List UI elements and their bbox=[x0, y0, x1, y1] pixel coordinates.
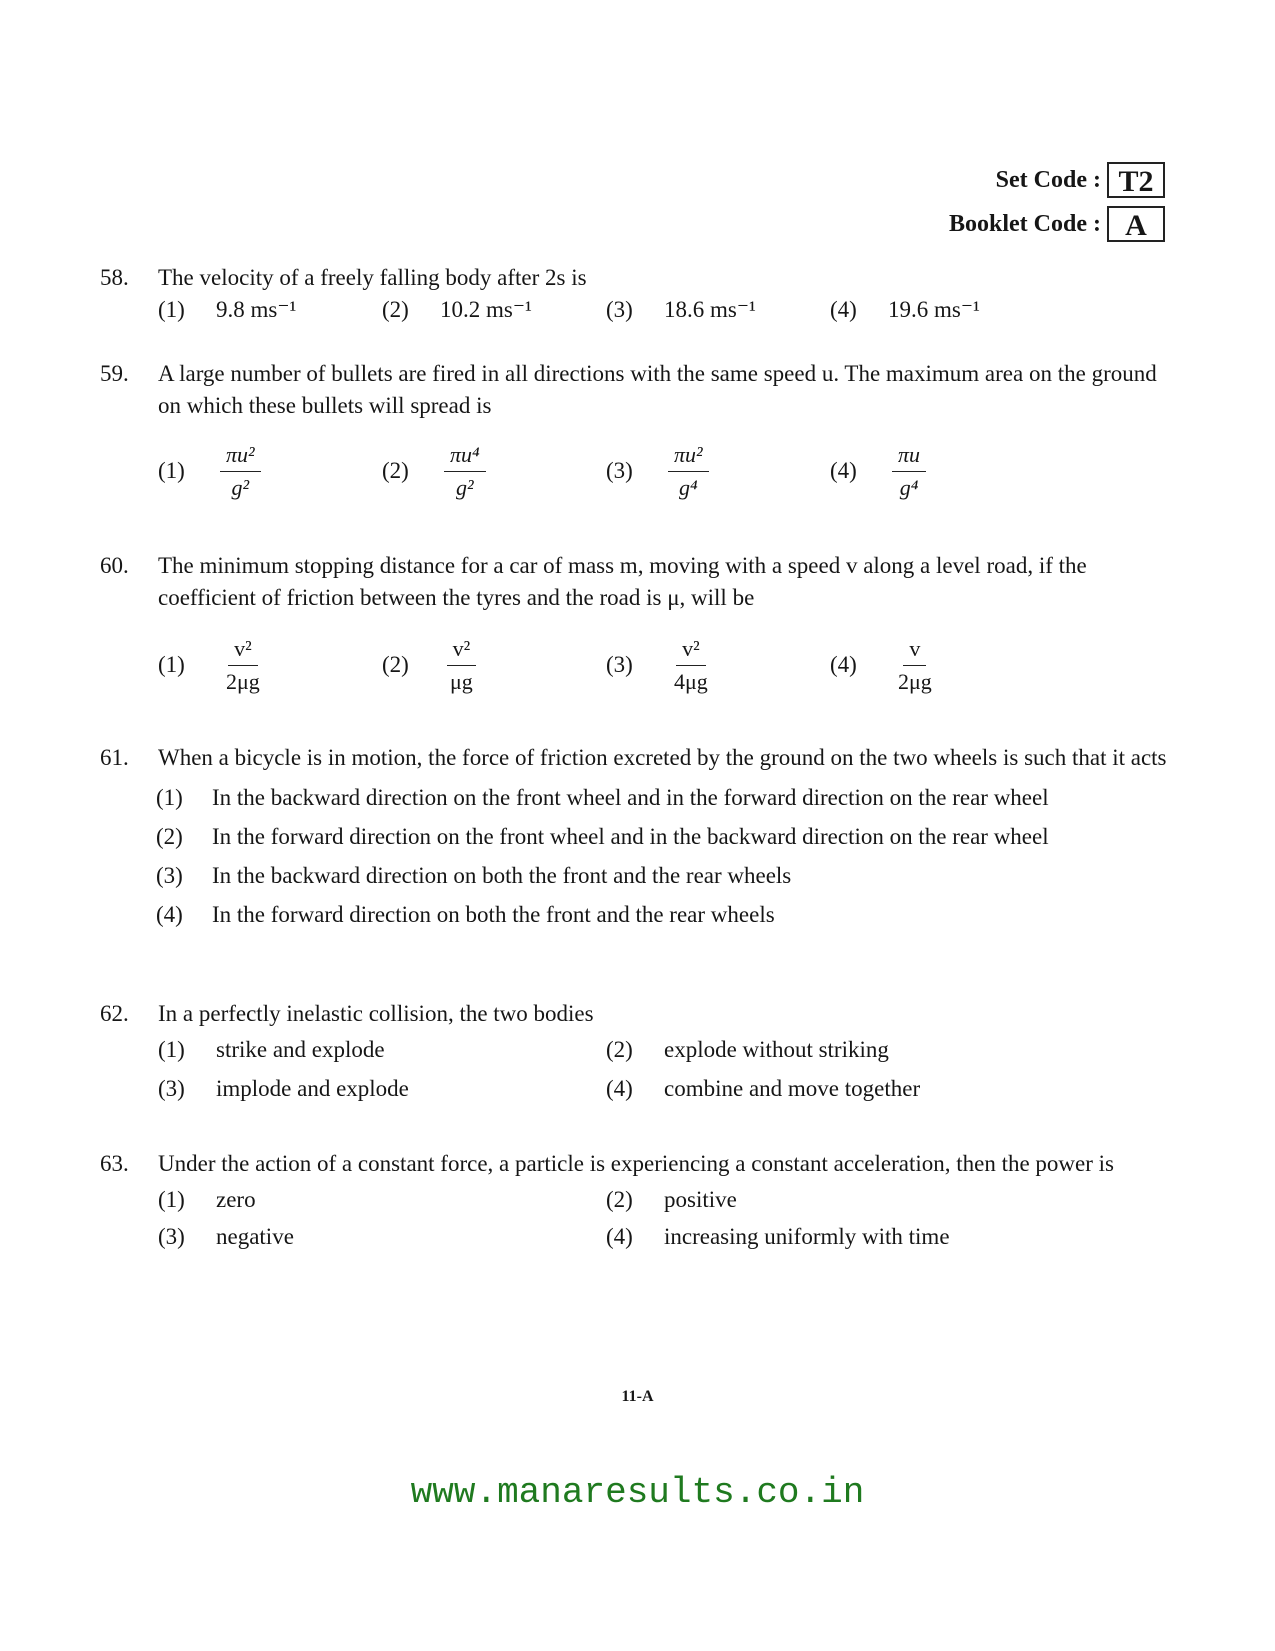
option-4 bbox=[606, 1073, 920, 1105]
option-number: (4) bbox=[830, 652, 857, 677]
option-number: (2) bbox=[382, 458, 409, 483]
fraction bbox=[892, 635, 938, 696]
option-3 bbox=[606, 294, 756, 326]
set-code-label: Set Code : bbox=[995, 166, 1101, 193]
booklet-code-box: A bbox=[1107, 206, 1165, 242]
option-text: In the forward direction on both the front and the rear wheels bbox=[212, 901, 775, 927]
fraction bbox=[220, 441, 261, 502]
option-number: (1) bbox=[156, 784, 183, 810]
denominator: 2μg bbox=[898, 668, 932, 694]
option-number: (3) bbox=[158, 1076, 185, 1101]
numerator: v² bbox=[676, 635, 706, 666]
option-number: (2) bbox=[382, 297, 409, 322]
option-text: strike and explode bbox=[216, 1037, 385, 1062]
option-2 bbox=[382, 294, 532, 326]
option-4 bbox=[830, 628, 938, 702]
option-text: 9.8 ms⁻¹ bbox=[216, 297, 297, 322]
fraction bbox=[444, 635, 479, 696]
option-number: (1) bbox=[158, 652, 185, 677]
question-number: 58. bbox=[100, 265, 129, 290]
option-number: (4) bbox=[606, 1224, 633, 1249]
denominator: μg bbox=[450, 668, 473, 694]
denominator: 2μg bbox=[226, 668, 260, 694]
option-3 bbox=[606, 434, 709, 508]
option-text: 18.6 ms⁻¹ bbox=[664, 297, 756, 322]
option-text: positive bbox=[664, 1187, 737, 1212]
options-row bbox=[158, 1184, 1170, 1221]
option-2 bbox=[382, 628, 479, 702]
option-number: (2) bbox=[606, 1037, 633, 1062]
option-number: (3) bbox=[158, 1224, 185, 1249]
option-4 bbox=[156, 895, 1170, 934]
denominator: g⁴ bbox=[899, 474, 919, 500]
numerator: v² bbox=[228, 635, 258, 666]
question-number: 63. bbox=[100, 1151, 129, 1176]
question-61 bbox=[100, 742, 1170, 934]
option-4 bbox=[606, 1221, 950, 1253]
option-text: increasing uniformly with time bbox=[664, 1224, 950, 1249]
question-number: 61. bbox=[100, 745, 129, 770]
option-number: (3) bbox=[606, 458, 633, 483]
fraction bbox=[668, 441, 709, 502]
option-text: combine and move together bbox=[664, 1076, 921, 1101]
option-text: 10.2 ms⁻¹ bbox=[440, 297, 532, 322]
options-row bbox=[158, 1073, 1170, 1112]
numerator: πu² bbox=[668, 441, 709, 472]
question-number: 62. bbox=[100, 1001, 129, 1026]
options-row bbox=[158, 1221, 1170, 1258]
option-4 bbox=[830, 294, 980, 326]
option-text: zero bbox=[216, 1187, 256, 1212]
option-3 bbox=[158, 1073, 409, 1105]
question-63 bbox=[100, 1148, 1170, 1258]
option-text: In the forward direction on the front wheel and in the backward direction on the rear wheel bbox=[212, 823, 1049, 849]
booklet-code-row bbox=[949, 204, 1165, 244]
numerator: πu⁴ bbox=[444, 441, 486, 472]
numerator: πu² bbox=[220, 441, 261, 472]
denominator: g² bbox=[456, 474, 474, 500]
option-number: (4) bbox=[830, 297, 857, 322]
fraction bbox=[668, 635, 714, 696]
question-text: The minimum stopping distance for a car of mass m, moving with a speed v along a level road, if the coefficient of friction between the tyres and the road is μ, will be bbox=[158, 553, 1087, 610]
option-number: (4) bbox=[156, 901, 183, 927]
numerator: v² bbox=[447, 635, 477, 666]
options-row bbox=[158, 434, 1170, 508]
booklet-code-label: Booklet Code : bbox=[949, 210, 1101, 237]
denominator: 4μg bbox=[674, 668, 708, 694]
option-number: (2) bbox=[606, 1187, 633, 1212]
options-row bbox=[158, 628, 1170, 702]
website-watermark: www.manaresults.co.in bbox=[410, 1472, 865, 1513]
option-number: (2) bbox=[382, 652, 409, 677]
fraction bbox=[444, 441, 486, 502]
question-number: 59. bbox=[100, 361, 129, 386]
set-code-box: T2 bbox=[1107, 162, 1165, 198]
fraction bbox=[220, 635, 266, 696]
option-text: In the backward direction on both the front and the rear wheels bbox=[212, 862, 792, 888]
option-3 bbox=[606, 628, 714, 702]
question-text: A large number of bullets are fired in all directions with the same speed u. The maximum area on the ground on which these bullets will spread is bbox=[158, 361, 1157, 418]
option-number: (1) bbox=[158, 297, 185, 322]
numerator: πu bbox=[892, 441, 926, 472]
option-1 bbox=[158, 1184, 256, 1216]
question-62 bbox=[100, 998, 1170, 1112]
option-2 bbox=[606, 1184, 737, 1216]
option-3 bbox=[156, 856, 1170, 895]
option-1 bbox=[158, 434, 261, 508]
option-1 bbox=[158, 628, 266, 702]
option-text: negative bbox=[216, 1224, 294, 1249]
options-list bbox=[156, 778, 1170, 934]
option-number: (3) bbox=[606, 297, 633, 322]
option-number: (1) bbox=[158, 1037, 185, 1062]
question-60 bbox=[100, 550, 1170, 702]
question-text: When a bicycle is in motion, the force of friction excreted by the ground on the two wheels is such that it acts bbox=[158, 745, 1167, 770]
option-text: 19.6 ms⁻¹ bbox=[888, 297, 980, 322]
options-row bbox=[158, 294, 1170, 330]
set-code-row bbox=[949, 160, 1165, 200]
denominator: g⁴ bbox=[678, 474, 698, 500]
codes-block bbox=[949, 160, 1165, 248]
option-text: explode without striking bbox=[664, 1037, 889, 1062]
option-number: (1) bbox=[158, 458, 185, 483]
option-2 bbox=[382, 434, 486, 508]
option-1 bbox=[156, 778, 1170, 817]
option-2 bbox=[156, 817, 1170, 856]
option-number: (3) bbox=[156, 862, 183, 888]
option-1 bbox=[158, 294, 296, 326]
option-1 bbox=[158, 1034, 385, 1066]
option-4 bbox=[830, 434, 926, 508]
question-text: Under the action of a constant force, a particle is experiencing a constant acceleration, then the power is bbox=[158, 1151, 1115, 1176]
option-number: (3) bbox=[606, 652, 633, 677]
denominator: g² bbox=[231, 474, 250, 500]
page-number: 11-A bbox=[621, 1388, 654, 1405]
fraction bbox=[892, 441, 926, 502]
question-text: In a perfectly inelastic collision, the two bodies bbox=[158, 1001, 594, 1026]
option-text: In the backward direction on the front wheel and in the forward direction on the rear wheel bbox=[212, 784, 1049, 810]
question-58 bbox=[100, 262, 1170, 330]
question-text: The velocity of a freely falling body after 2s is bbox=[158, 265, 587, 290]
numerator: v bbox=[903, 635, 926, 666]
option-text: implode and explode bbox=[216, 1076, 409, 1101]
option-number: (4) bbox=[830, 458, 857, 483]
question-number: 60. bbox=[100, 553, 129, 578]
option-3 bbox=[158, 1221, 294, 1253]
option-number: (2) bbox=[156, 823, 183, 849]
options-row bbox=[158, 1034, 1170, 1073]
option-2 bbox=[606, 1034, 889, 1066]
option-number: (1) bbox=[158, 1187, 185, 1212]
question-59 bbox=[100, 358, 1170, 508]
option-number: (4) bbox=[606, 1076, 633, 1101]
